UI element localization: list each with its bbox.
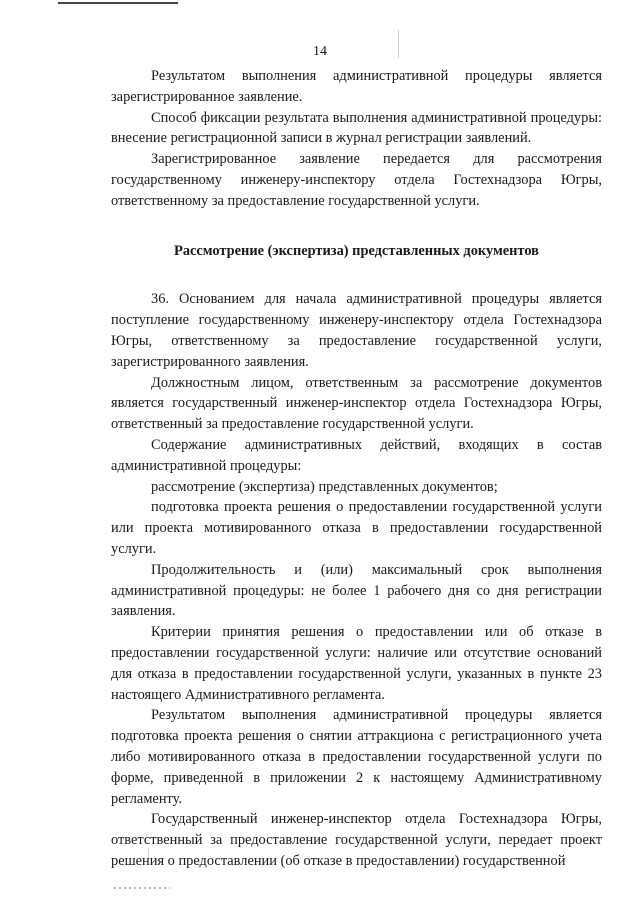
paragraph: Продолжительность и (или) максимальный срок выполнения административной процедуры: не более 1 рабочего дня со дня регистрации заявления. [111, 561, 602, 620]
paragraph: Результатом выполнения административной процедуры является зарегистрированное заявление. [111, 68, 602, 105]
scan-artifact-line [58, 2, 178, 4]
document-body [111, 66, 602, 872]
paragraph: 36. Основанием для начала административной процедуры является поступление государственному инженеру-инспектору отдела Гостехнадзора Югры, ответственному за предоставление государственной услуги, зарегистрированного заявления. [111, 291, 602, 370]
paragraph: Государственный инженер-инспектор отдела Гостехнадзора Югры, ответственный за предоставление государственной услуги, передает проект решения о предоставлении (об отказе в предоставлении) государственной [111, 811, 602, 869]
list-item: подготовка проекта решения о предоставлении государственной услуги или проекта мотивированного отказа в предоставлении государственной услуги. [111, 499, 602, 557]
paragraph: Критерии принятия решения о предоставлении или об отказе в предоставлении государственной услуги: наличие или отсутствие оснований для отказа в предоставлении государственной услуги, указанных в пункте 23 настоящего Административного регламента. [111, 624, 602, 703]
page-number: 14 [313, 44, 327, 59]
paragraph: Способ фиксации результата выполнения административной процедуры: внесение регистрационной записи в журнал регистрации заявлений. [111, 109, 602, 147]
paragraph: Должностным лицом, ответственным за рассмотрение документов является государственный инженер-инспектор отдела Гостехнадзора Югры, ответственный за предоставление государственной услуги. [111, 374, 602, 433]
paragraph: Зарегистрированное заявление передается для рассмотрения государственному инженеру-инспектору отдела Гостехнадзора Югры, ответственному за предоставление государственной услуги. [111, 151, 602, 209]
list-item: рассмотрение (экспертиза) представленных документов; [151, 478, 498, 495]
paragraph: Содержание административных действий, входящих в состав административной процедуры: [111, 436, 602, 474]
scan-artifact-dots [114, 887, 170, 889]
section-heading: Рассмотрение (экспертиза) представленных документов [174, 242, 539, 259]
paragraph: Результатом выполнения административной процедуры является подготовка проекта решения о снятии аттракциона с регистрационного учета либо мотивированного отказа в предоставлении государственной услуги по форме, приведенной в приложении 2 к настоящему Административному регламенту. [111, 707, 602, 807]
